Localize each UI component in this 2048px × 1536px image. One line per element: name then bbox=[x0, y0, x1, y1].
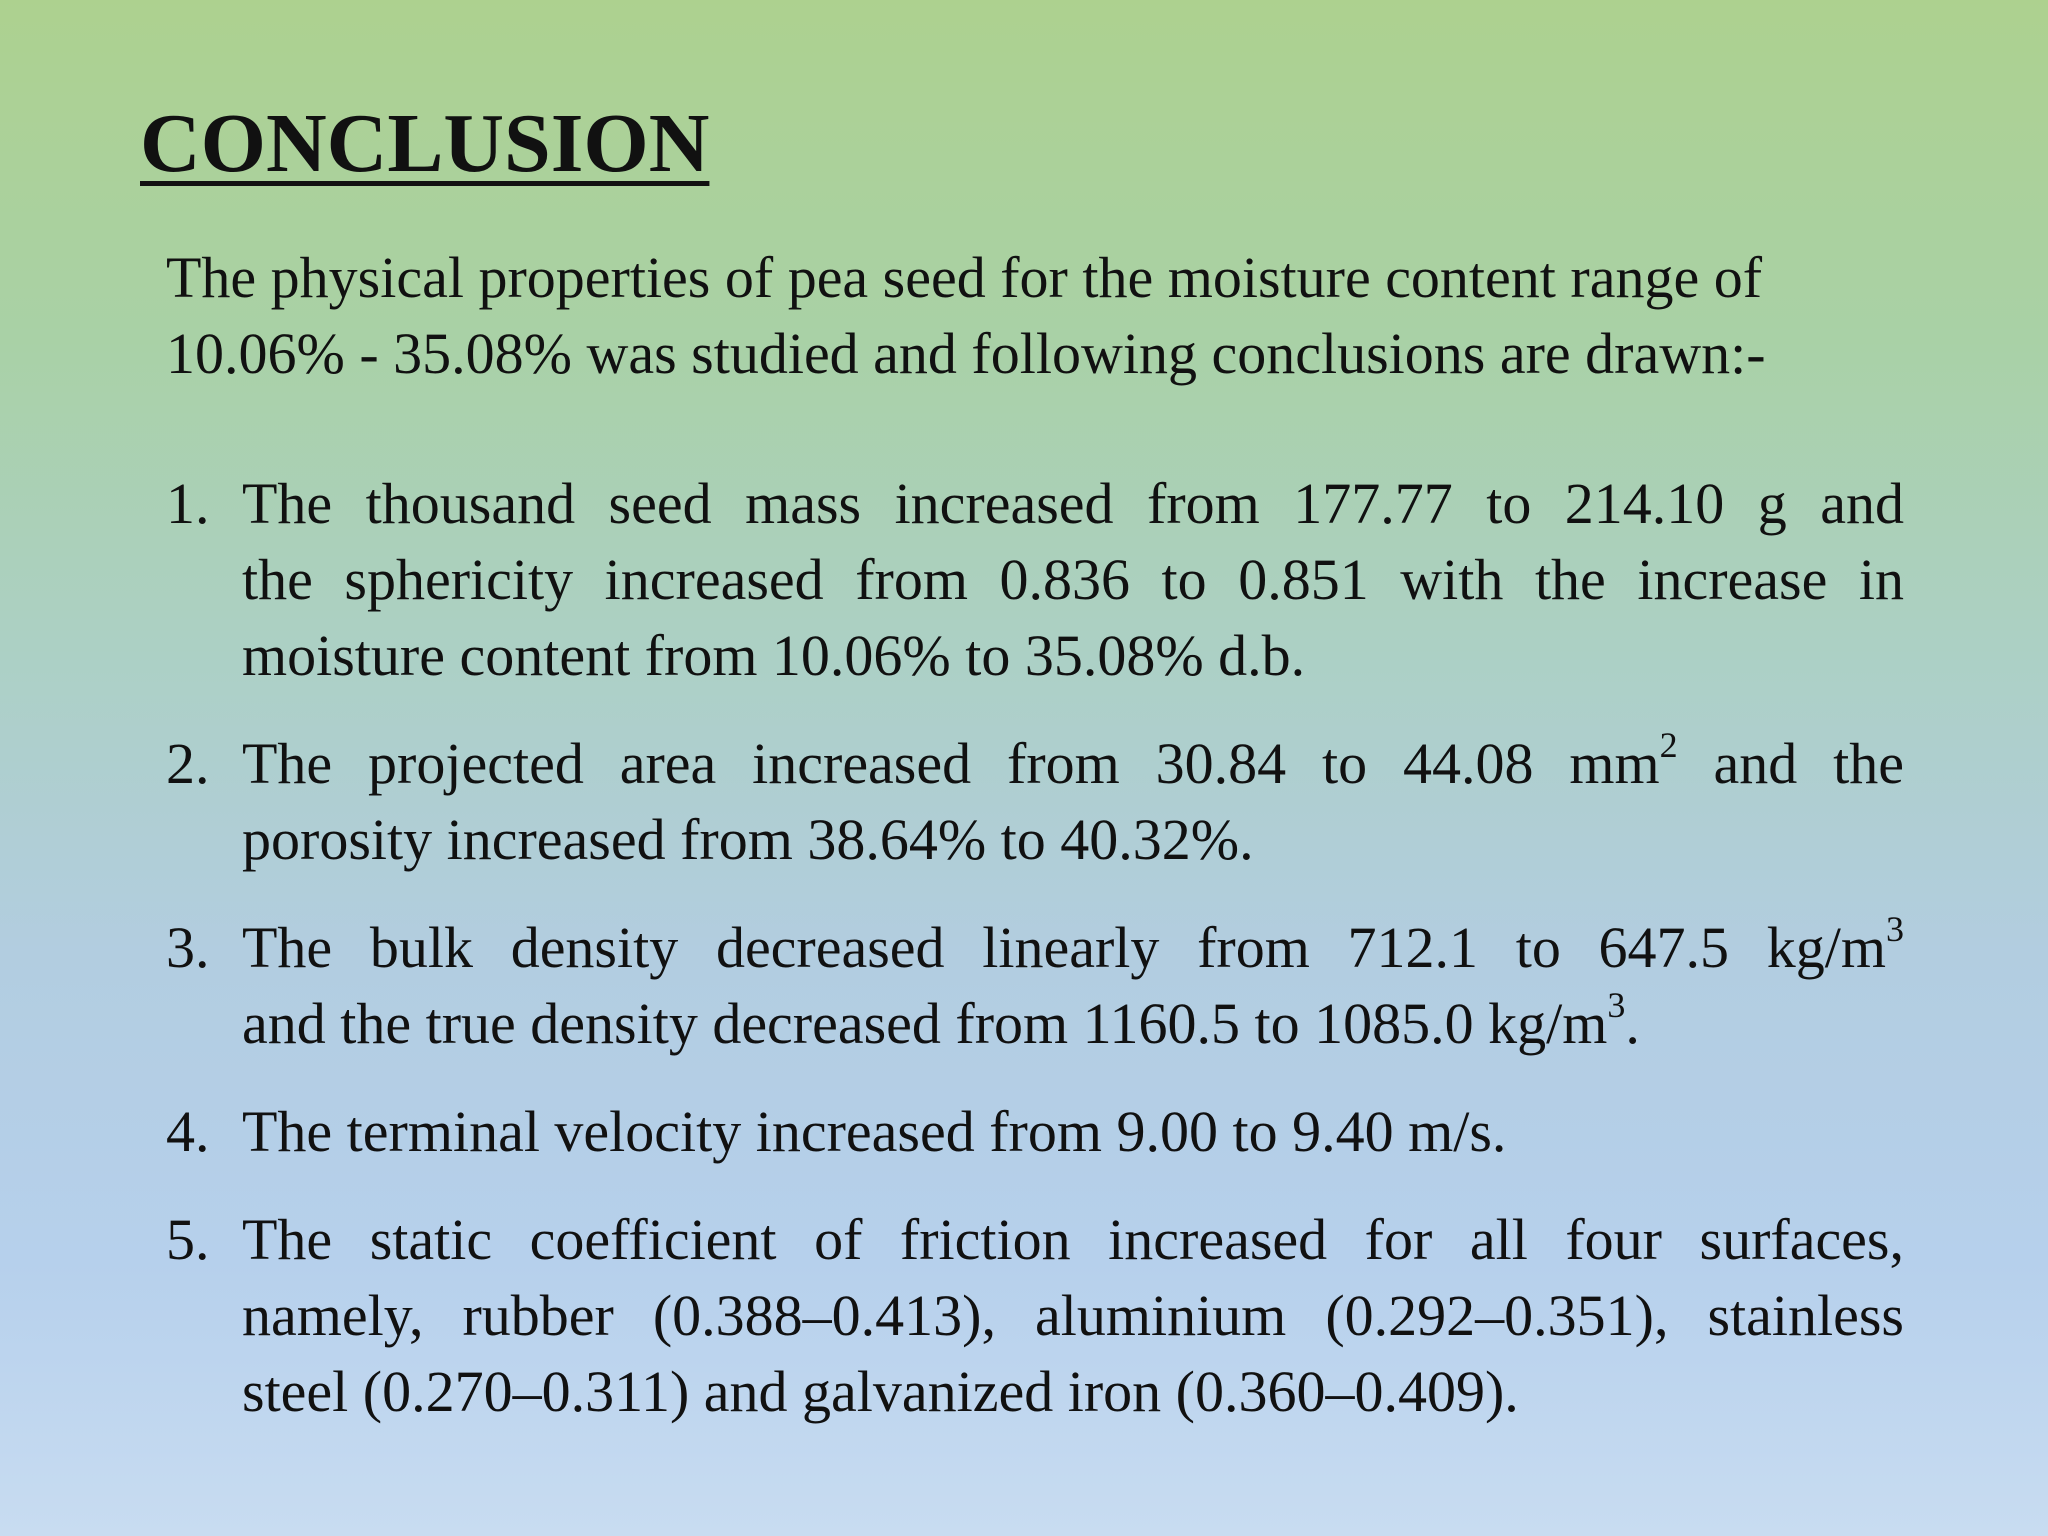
item-line bbox=[242, 986, 1904, 1062]
item-number: 4. bbox=[166, 1099, 210, 1164]
intro-line-2: 10.06% - 35.08% was studied and following conclusions are drawn:- bbox=[166, 321, 1766, 386]
item-line: the sphericity increased from 0.836 to 0.851 with the increase in bbox=[242, 547, 1904, 612]
conclusion-item-1 bbox=[166, 466, 1904, 694]
superscript: 3 bbox=[1607, 984, 1626, 1025]
item-line: namely, rubber (0.388–0.413), aluminium (0.292–0.351), stainless bbox=[242, 1283, 1904, 1348]
item-line: moisture content from 10.06% to 35.08% d.b. bbox=[242, 623, 1306, 688]
item-line bbox=[242, 910, 1904, 986]
superscript: 3 bbox=[1886, 908, 1904, 949]
conclusion-item-4 bbox=[166, 1094, 1904, 1170]
page-title: CONCLUSION bbox=[140, 97, 710, 190]
item-number: 2. bbox=[166, 731, 210, 796]
conclusion-item-5 bbox=[166, 1202, 1904, 1430]
item-text: . bbox=[1625, 991, 1640, 1056]
superscript: 2 bbox=[1659, 724, 1678, 765]
item-text: The bulk density decreased linearly from 712.1 to 647.5 kg/m bbox=[242, 915, 1886, 980]
item-line: The static coefficient of friction increased for all four surfaces, bbox=[242, 1207, 1904, 1272]
item-number: 1. bbox=[166, 471, 210, 536]
conclusion-list bbox=[166, 466, 1904, 1462]
item-line: porosity increased from 38.64% to 40.32%. bbox=[242, 807, 1254, 872]
item-line: The terminal velocity increased from 9.00 to 9.40 m/s. bbox=[242, 1099, 1507, 1164]
item-line bbox=[242, 726, 1904, 802]
conclusion-item-3 bbox=[166, 910, 1904, 1062]
item-line: steel (0.270–0.311) and galvanized iron (0.360–0.409). bbox=[242, 1359, 1519, 1424]
intro-paragraph bbox=[166, 240, 1906, 392]
intro-line-1: The physical properties of pea seed for the moisture content range of bbox=[166, 245, 1763, 310]
item-number: 5. bbox=[166, 1207, 210, 1272]
item-text: and the true density decreased from 1160.5 to 1085.0 kg/m bbox=[242, 991, 1608, 1056]
item-line: The thousand seed mass increased from 177.77 to 214.10 g and bbox=[242, 471, 1904, 536]
item-text: and the bbox=[1677, 731, 1904, 796]
conclusion-item-2 bbox=[166, 726, 1904, 878]
item-number: 3. bbox=[166, 915, 210, 980]
item-text: The projected area increased from 30.84 to 44.08 mm bbox=[242, 731, 1660, 796]
